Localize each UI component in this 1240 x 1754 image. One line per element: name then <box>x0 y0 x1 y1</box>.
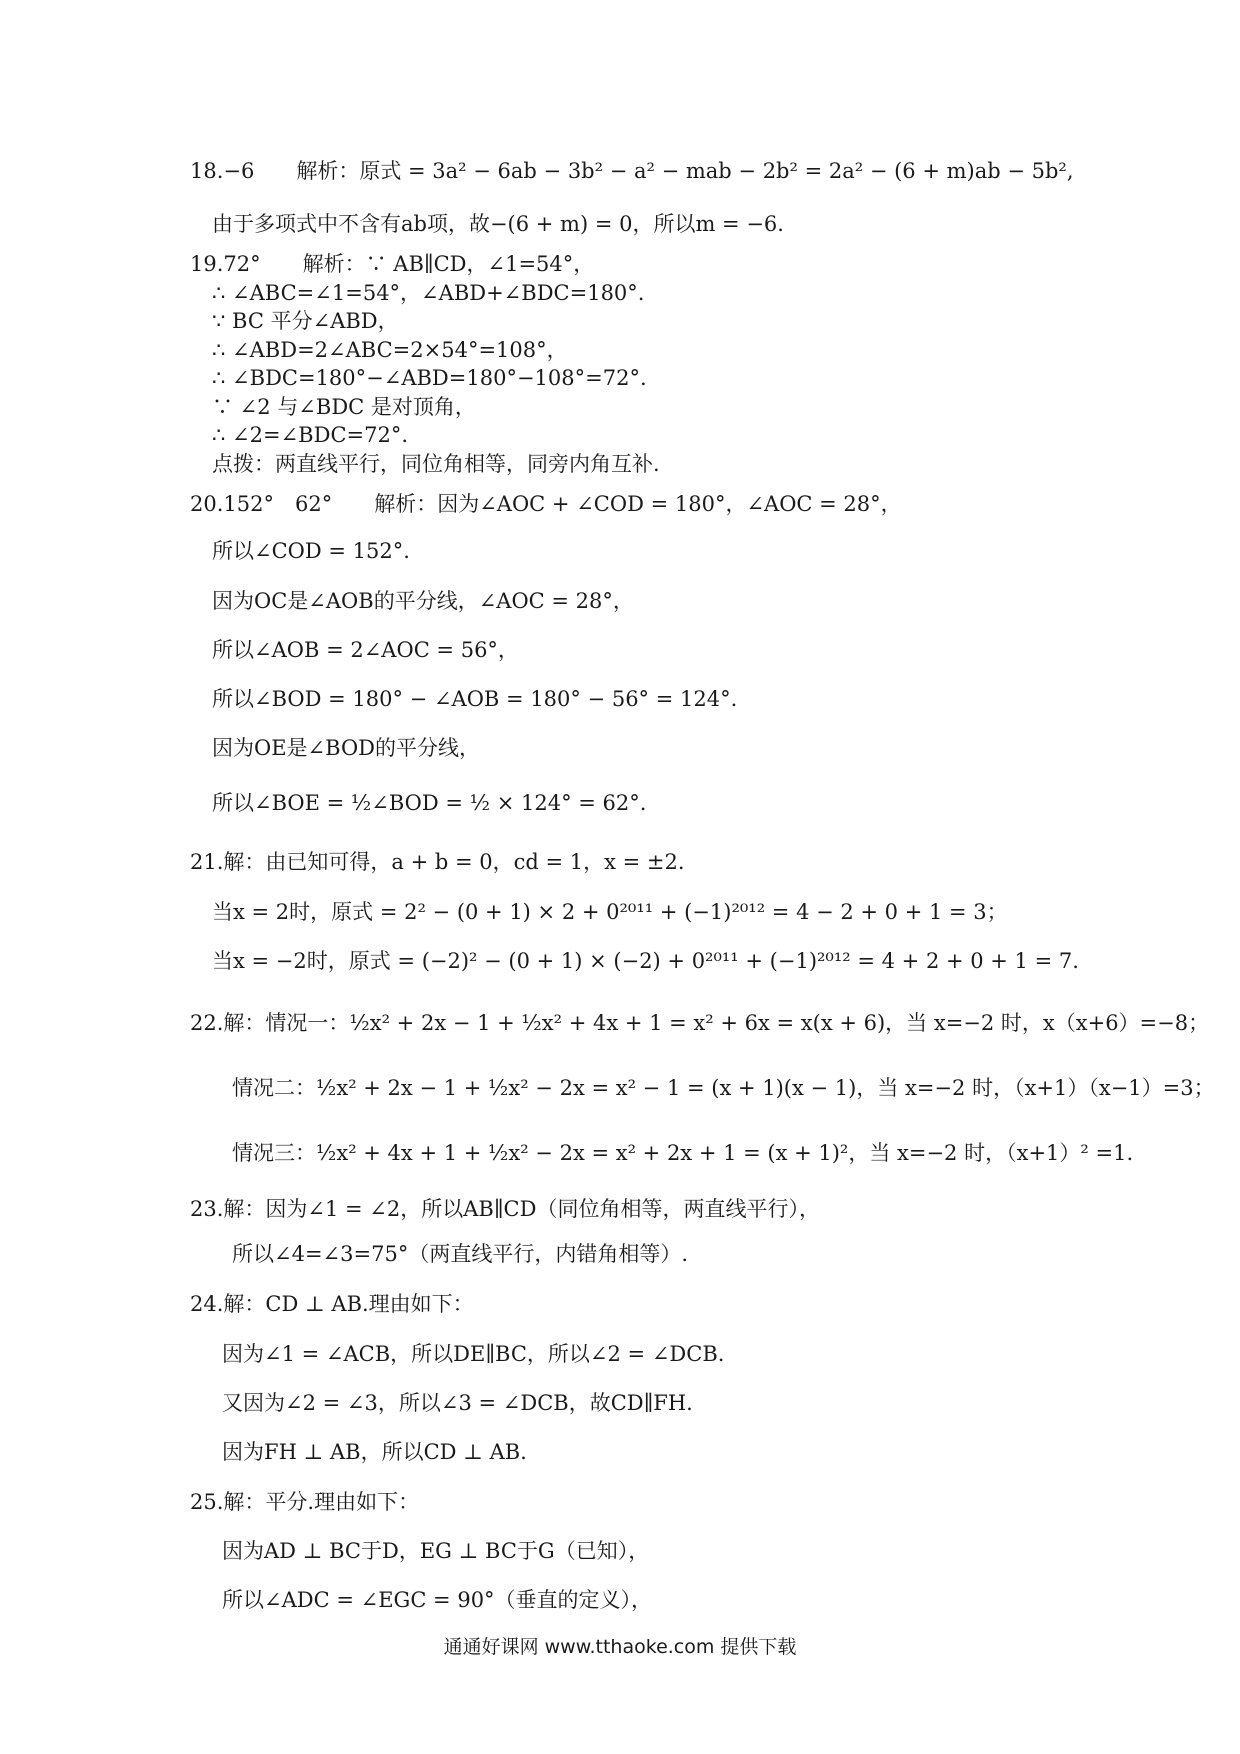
q19-line-8: 点拨：两直线平行，同位角相等，同旁内角互补. <box>212 452 660 476</box>
q19-line-3: ∵ BC 平分∠ABD， <box>212 309 399 333</box>
q20-line-6: 因为OE是∠BOD的平分线， <box>212 736 481 760</box>
q25-line-2: 因为AD ⊥ BC于D，EG ⊥ BC于G（已知）， <box>222 1539 650 1563</box>
q24-line-2: 因为∠1 = ∠ACB，所以DE∥BC，所以∠2 = ∠DCB. <box>222 1342 725 1366</box>
q25-line-1: 25.解：平分.理由如下： <box>190 1490 420 1514</box>
page-footer: 通通好课网 www.tthaoke.com 提供下载 <box>443 1636 797 1658</box>
q22-line-3: 情况三：½x² + 4x + 1 + ½x² − 2x = x² + 2x + 1 = (x + 1)²，当 x=−2 时，（x+1）² =1. <box>232 1141 1134 1165</box>
q20-line-2: 所以∠COD = 152°. <box>212 539 410 563</box>
q19-line-2: ∴ ∠ABC=∠1=54°，∠ABD+∠BDC=180°. <box>212 281 645 305</box>
q24-line-4: 因为FH ⊥ AB，所以CD ⊥ AB. <box>222 1440 527 1464</box>
q20-line-3: 因为OC是∠AOB的平分线，∠AOC = 28°， <box>212 589 634 613</box>
q20-line-7: 所以∠BOE = ½∠BOD = ½ × 124° = 62°. <box>212 791 647 815</box>
q21-line-2: 当x = 2时，原式 = 2² − (0 + 1) × 2 + 0²⁰¹¹ + (−1)²⁰¹² = 4 − 2 + 0 + 1 = 3； <box>212 900 1008 924</box>
q19-line-1: 19.72° 解析：∵ AB∥CD，∠1=54°， <box>190 252 595 276</box>
q22-line-2: 情况二：½x² + 2x − 1 + ½x² − 2x = x² − 1 = (x + 1)(x − 1)，当 x=−2 时，（x+1）（x−1）=3； <box>232 1076 1215 1100</box>
q18-line-2: 由于多项式中不含有ab项，故−(6 + m) = 0，所以m = −6. <box>212 212 784 236</box>
q24-line-1: 24.解：CD ⊥ AB.理由如下： <box>190 1292 474 1316</box>
q20-line-4: 所以∠AOB = 2∠AOC = 56°， <box>212 638 519 662</box>
q21-line-1: 21.解：由已知可得，a + b = 0，cd = 1，x = ±2. <box>190 850 685 874</box>
q20-line-1: 20.152° 62° 解析：因为∠AOC + ∠COD = 180°，∠AOC = 28°， <box>190 492 902 516</box>
q18-line-1: 18.−6 解析：原式 = 3a² − 6ab − 3b² − a² − mab − 2b² = 2a² − (6 + m)ab − 5b², <box>190 159 1074 183</box>
q19-line-4: ∴ ∠ABD=2∠ABC=2×54°=108°， <box>212 338 568 362</box>
q23-line-1: 23.解：因为∠1 = ∠2，所以AB∥CD（同位角相等，两直线平行）， <box>190 1197 820 1221</box>
q23-line-2: 所以∠4=∠3=75°（两直线平行，内错角相等）. <box>232 1242 689 1266</box>
q21-line-3: 当x = −2时，原式 = (−2)² − (0 + 1) × (−2) + 0²⁰¹¹ + (−1)²⁰¹² = 4 + 2 + 0 + 1 = 7. <box>212 949 1079 973</box>
q19-line-6: ∵ ∠2 与∠BDC 是对顶角， <box>212 395 476 419</box>
q22-line-1: 22.解：情况一：½x² + 2x − 1 + ½x² + 4x + 1 = x² + 6x = x(x + 6)，当 x=−2 时，x（x+6）=−8； <box>190 1011 1210 1035</box>
q20-line-5: 所以∠BOD = 180° − ∠AOB = 180° − 56° = 124°. <box>212 687 738 711</box>
q25-line-3: 所以∠ADC = ∠EGC = 90°（垂直的定义）， <box>222 1588 653 1612</box>
q19-line-5: ∴ ∠BDC=180°−∠ABD=180°−108°=72°. <box>212 366 647 390</box>
q24-line-3: 又因为∠2 = ∠3，所以∠3 = ∠DCB，故CD∥FH. <box>222 1391 693 1415</box>
q19-line-7: ∴ ∠2=∠BDC=72°. <box>212 423 409 447</box>
